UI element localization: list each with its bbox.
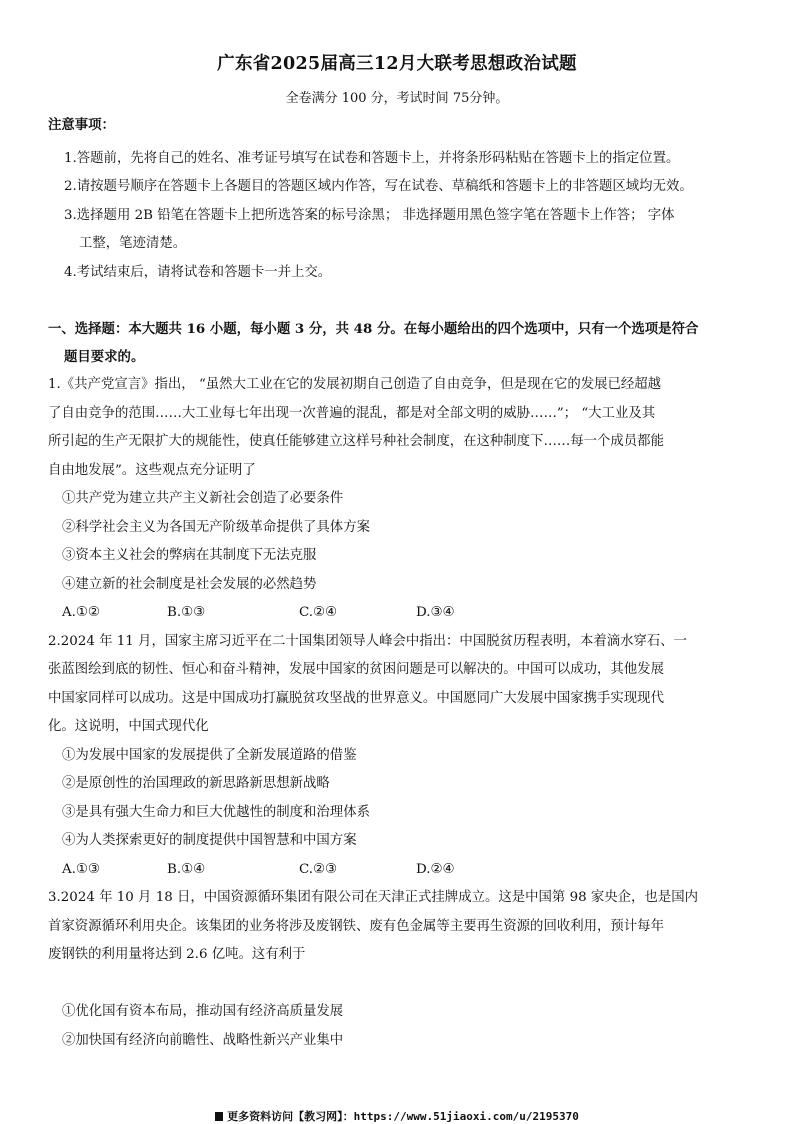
q1-option-c: C.②④	[299, 605, 338, 620]
q2-option-d: D.②④	[416, 862, 455, 877]
q1-statement: ①共产党为建立共产主义新社会创造了必要条件	[62, 491, 344, 506]
footer-link[interactable]	[0, 1108, 794, 1124]
q1-stem: 1.《共产党宣言》指出， “虽然大工业在它的发展初期自己创造了自由竞争，但是现在它的发展已经超越	[48, 377, 662, 392]
q1-statement: ②科学社会主义为各国无产阶级革命提供了具体方案	[62, 520, 370, 535]
q2-statement: ③是具有强大生命力和巨大优越性的制度和治理体系	[62, 805, 370, 820]
q1-option-a: A.①②	[62, 605, 100, 620]
q1-statement: ③资本主义社会的弊病在其制度下无法克服	[62, 548, 317, 563]
q2-option-a: A.①③	[62, 862, 100, 877]
notice-heading: 注意事项：	[48, 117, 115, 133]
flag-icon	[215, 1112, 223, 1121]
footer-text: 更多资料访问【教习网】：https://www.51jiaoxi.com/u/2195370	[227, 1110, 579, 1123]
q3-stem: 废钢铁的利用量将达到 2.6 亿吨。这有利于	[48, 947, 306, 962]
q3-statement: ①优化国有资本布局，推动国有经济高质量发展	[62, 1004, 344, 1019]
exam-info: 全卷满分 100 分，考试时间 75分钟。	[285, 91, 509, 106]
q3-statement: ②加快国有经济向前瞻性、战略性新兴产业集中	[62, 1033, 344, 1048]
notice-item: 4.考试结束后，请将试卷和答题卡一并上交。	[64, 265, 332, 280]
q1-stem: 自由地发展”。这些观点充分证明了	[48, 463, 256, 478]
section-heading-cont: 题目要求的。	[64, 349, 145, 365]
q2-stem: 张蓝图绘到底的韧性、恒心和奋斗精神，发展中国家的贫困问题是可以解决的。中国可以成功，其他发展	[48, 662, 664, 677]
notice-item: 1.答题前，先将自己的姓名、准考证号填写在试卷和答题卡上，并将条形码粘贴在答题卡上的指定位置。	[64, 151, 680, 166]
q2-option-b: B.①④	[167, 862, 206, 877]
q3-stem: 首家资源循环利用央企。该集团的业务将涉及废钢铁、废有色金属等主要再生资源的回收利用，预计每年	[48, 919, 664, 934]
q3-stem: 3.2024 年 10 月 18 日，中国资源循环集团有限公司在天津正式挂牌成立。这是中国第 98 家央企，也是国内	[48, 890, 698, 905]
q1-option-d: D.③④	[416, 605, 455, 620]
q2-stem: 中国家同样可以成功。这是中国成功打赢脱贫攻坚战的世界意义。中国愿同广大发展中国家携手实现现代	[48, 691, 664, 706]
q2-option-c: C.②③	[299, 862, 338, 877]
q2-stem: 2.2024 年 11 月，国家主席习近平在二十国集团领导人峰会中指出：中国脱贫历程表明，本着滴水穿石、一	[48, 634, 688, 649]
section-heading: 一、选择题：本大题共 16 小题，每小题 3 分，共 48 分。在每小题给出的四个选项中，只有一个选项是符合	[48, 321, 699, 337]
page-title: 广东省2025届高三12月大联考思想政治试题	[217, 54, 577, 74]
q2-stem: 化。这说明，中国式现代化	[48, 719, 209, 734]
q1-option-b: B.①③	[167, 605, 206, 620]
q2-statement: ①为发展中国家的发展提供了全新发展道路的借鉴	[62, 748, 357, 763]
q1-statement: ④建立新的社会制度是社会发展的必然趋势	[62, 577, 317, 592]
q2-statement: ④为人类探索更好的制度提供中国智慧和中国方案	[62, 833, 357, 848]
notice-item: 3.选择题用 2B 铅笔在答题卡上把所选答案的标号涂黑； 非选择题用黑色签字笔在答题卡上作答； 字体	[64, 208, 675, 223]
notice-item: 工整，笔迹清楚。	[79, 236, 187, 251]
q2-statement: ②是原创性的治国理政的新思路新思想新战略	[62, 776, 330, 791]
q1-stem: 了自由竞争的范围……大工业每七年出现一次普遍的混乱，都是对全部文明的威胁……”； “大工业及其	[48, 406, 656, 421]
q1-stem: 所引起的生产无限扩大的规能性，使真任能够建立这样号种社会制度，在这种制度下……每一个成员都能	[48, 434, 664, 449]
notice-item: 2.请按题号顺序在答题卡上各题目的答题区域内作答，写在试卷、草稿纸和答题卡上的非答题区域均无效。	[64, 179, 693, 194]
